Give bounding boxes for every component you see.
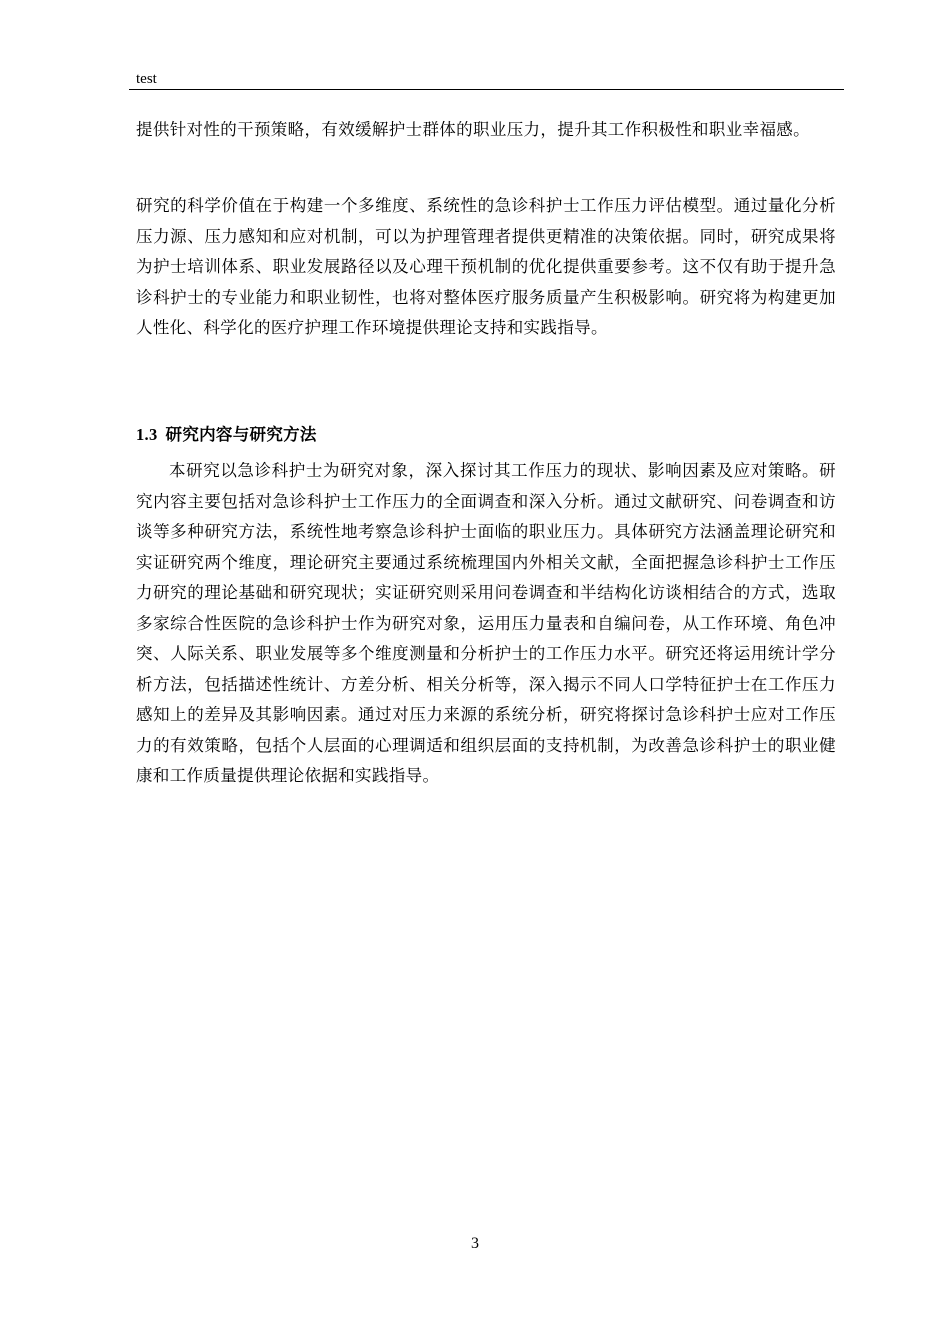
paragraph-research-methods: 本研究以急诊科护士为研究对象，深入探讨其工作压力的现状、影响因素及应对策略。研究内容主要包括对急诊科护士工作压力的全面调查和深入分析。通过文献研究、问卷调查和访谈等多种研究方法，系统性地考察急诊科护士面临的职业压力。具体研究方法涵盖理论研究和实证研究两个维度，理论研究主要通过系统梳理国内外相关文献，全面把握急诊科护士工作压力研究的理论基础和研究现状；实证研究则采用问卷调查和半结构化访谈相结合的方式，选取多家综合性医院的急诊科护士作为研究对象，运用压力量表和自编问卷，从工作环境、角色冲突、人际关系、职业发展等多个维度测量和分析护士的工作压力水平。研究还将运用统计学分析方法，包括描述性统计、方差分析、相关分析等，深入揭示不同人口学特征护士在工作压力感知上的差异及其影响因素。通过对压力来源的系统分析，研究将探讨急诊科护士应对工作压力的有效策略，包括个人层面的心理调适和组织层面的支持机制，为改善急诊科护士的职业健康和工作质量提供理论依据和实践指导。 [136, 461, 836, 785]
header-divider [129, 89, 844, 90]
section-number: 1.3 [136, 425, 158, 444]
page-number: 3 [471, 1235, 479, 1252]
paragraph-intro-continuation: 提供针对性的干预策略，有效缓解护士群体的职业压力，提升其工作积极性和职业幸福感。 [136, 120, 810, 139]
paragraph-scientific-value: 研究的科学价值在于构建一个多维度、系统性的急诊科护士工作压力评估模型。通过量化分析压力源、压力感知和应对机制，可以为护理管理者提供更精准的决策依据。同时，研究成果将为护士培训体系、职业发展路径以及心理干预机制的优化提供重要参考。这不仅有助于提升急诊科护士的专业能力和职业韧性，也将对整体医疗服务质量产生积极影响。研究将为构建更加人性化、科学化的医疗护理工作环境提供理论支持和实践指导。 [136, 196, 836, 337]
running-header: test [136, 71, 157, 87]
section-heading [136, 423, 317, 447]
section-title: 研究内容与研究方法 [165, 425, 317, 444]
